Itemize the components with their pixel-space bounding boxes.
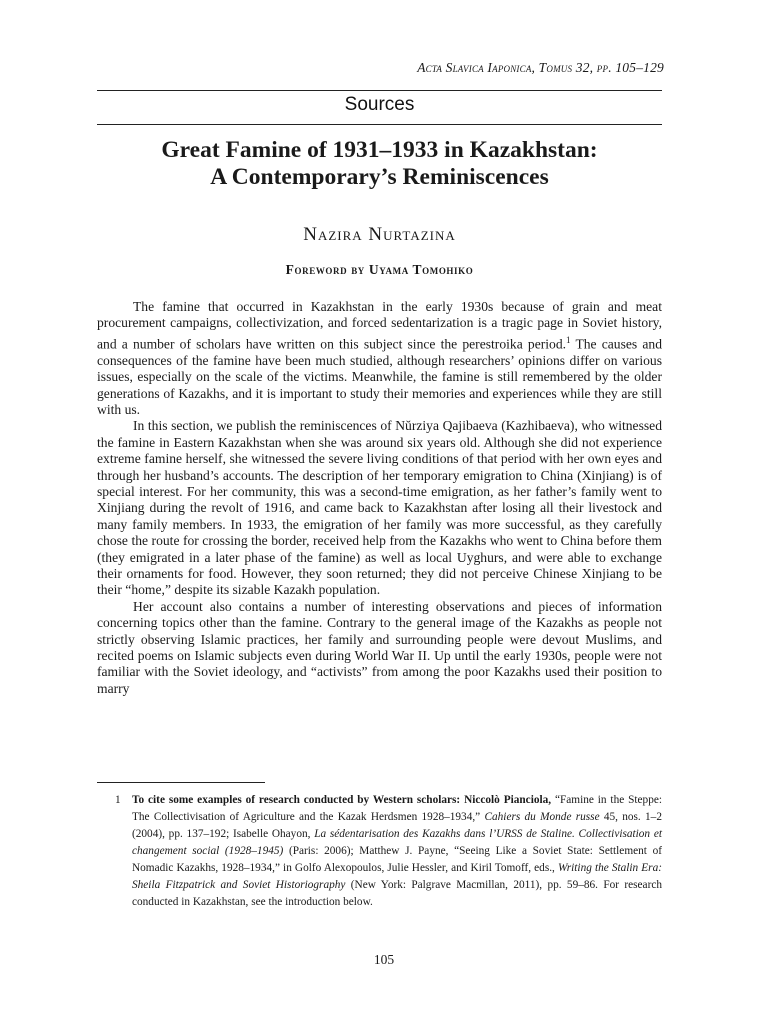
title-line-1: Great Famine of 1931–1933 in Kazakhstan:	[161, 137, 598, 163]
running-head: Acta Slavica Iaponica, Tomus 32, pp. 105–129	[417, 60, 664, 75]
article-body	[97, 299, 662, 697]
author-name: Nazira Nurtazina	[303, 224, 456, 245]
page-number: 105	[373, 952, 395, 967]
title-line-2: A Contemporary’s Reminiscences	[210, 164, 549, 190]
article-title	[97, 137, 662, 191]
journal-name: Acta Slavica Iaponica	[417, 60, 532, 75]
footnote-rule	[97, 782, 265, 783]
foreword-byline: Foreword by Uyama Tomohiko	[285, 262, 474, 277]
volume-pages: Tomus 32, pp. 105–129	[538, 60, 664, 75]
footnote-number: 1	[115, 794, 121, 806]
paragraph-3: Her account also contains a number of interesting observations and pieces of information concerning topics other than the famine. Contrary to the general image of the Kazakhs as people not strictly observing Islamic practices, her family and surrounding people were devout Muslims, and recited poems on Islamic subjects even during World War II. Up until the early 1930s, people were not familiar with the Soviet ideology, and “activists” from among the poor Kazakhs used their position to marry	[97, 598, 662, 696]
header-rule-top	[97, 90, 662, 91]
footnote-body: To cite some examples of research conducted by Western scholars: Niccolò Pianciola, “Famine in the Steppe: The Collectivisation of Agriculture and the Kazak Herdsmen 1928–1934,” Cahiers du Monde russe 45, nos. 1–2 (2004), pp. 137–192; Isabelle Ohayon, La sédentarisation des Kazakhs dans l’URSS de Staline. Collectivisation et changement social (1928–1945) (Paris: 2006); Matthew J. Payne, “Seeing Like a Soviet State: Settlement of Nomadic Kazakhs, 1928–1934,” in Golfo Alexopoulos, Julie Hessler, and Kiril Tomoff, eds., Writing the Stalin Era: Sheila Fitzpatrick and Soviet Historiography (New York: Palgrave Macmillan, 2011), pp. 59–86. For research conducted in Kazakhstan, see the introduction below.	[132, 794, 663, 908]
footnote-1	[97, 792, 662, 911]
footnote-ref-1[interactable]: 1	[566, 334, 571, 345]
paragraph-1: The famine that occurred in Kazakhstan in the early 1930s because of grain and meat procurement campaigns, collectivization, and forced sedentarization is a tragic page in Soviet history, and a number of scholars have written on this subject since the perestroika period.$^1$ The causes and consequences of the famine have been much studied, although researchers’ opinions differ on various issues, especially on the scale of the victims. Meanwhile, the famine is still remembered by the older generations of Kazakhs, and it is important to study their memories and experiences while they are still with us.	[97, 299, 662, 417]
section-label: Sources	[344, 94, 415, 115]
paragraph-2: In this section, we publish the reminiscences of Nŭrziya Qajibaeva (Kazhibaeva), who witnessed the famine in Eastern Kazakhstan when she was around six years old. Although she did not experience extreme famine herself, she witnessed the severe living conditions of that period with her own eyes and through her husband’s accounts. The description of her temporary emigration to China (Xinjiang) is of special interest. For her community, this was a second-time emigration, as her father’s family went to Xinjiang during the revolt of 1916, and came back to Kazakhstan after losing all their livestock and many family members. In 1933, the emigration of her family was more successful, as they carefully chose the route for crossing the border, received help from the Kazakhs who went to China before them (they emigrated in a later phase of the famine) as well as local Uyghurs, and were able to exchange their ornaments for food. However, they soon returned; they did not perceive Chinese Xinjiang to be their “home,” despite its sizable Kazakh population.	[97, 418, 662, 598]
header-rule-bottom	[97, 124, 662, 125]
